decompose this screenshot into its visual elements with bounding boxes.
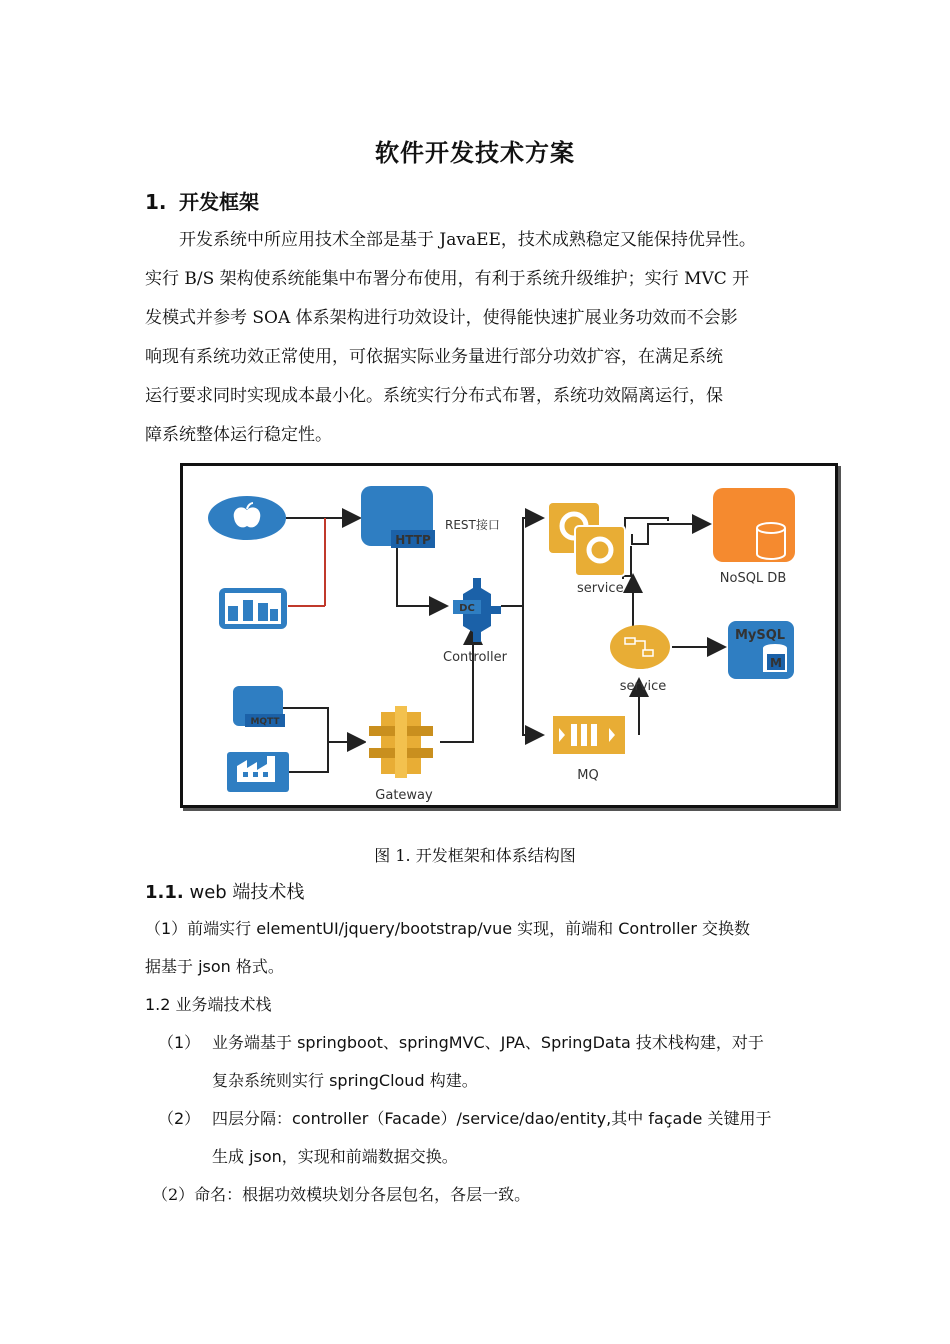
text-line: 据基于 json 格式。 — [145, 957, 284, 976]
list-number: （2） — [158, 1109, 201, 1128]
section-title: web 端技术栈 — [189, 882, 305, 903]
mysql-label: MySQL — [734, 628, 786, 643]
nosql-icon — [713, 488, 795, 562]
text-line: 业务端基于 springboot、springMVC、JPA、SpringData 技术栈构建，对于 — [212, 1033, 764, 1052]
section-heading-1 — [145, 186, 259, 215]
figure-caption: 图 1. 开发框架和体系结构图 — [374, 846, 576, 865]
page-title: 软件开发技术方案 — [375, 139, 575, 167]
section-title: 开发框架 — [179, 190, 259, 214]
web-stack-paragraph — [145, 910, 750, 986]
dc-label: DC — [459, 603, 475, 614]
http-icon — [361, 486, 435, 548]
dashboard-client-icon — [219, 588, 287, 629]
controller-label: Controller — [443, 650, 507, 665]
text-line: 实行 B/S 架构使系统能集中布署分布使用，有利于系统升级维护；实行 MVC 开 — [145, 269, 750, 289]
mq-label: MQ — [577, 768, 599, 783]
factory-chip-icon — [227, 752, 289, 792]
text-line: 复杂系统则实行 springCloud 构建。 — [212, 1071, 478, 1090]
biz-item-2 — [158, 1100, 771, 1176]
apple-client-icon — [208, 496, 286, 540]
text-line: 四层分隔：controller（Facade）/service/dao/entity,其中 façade 关键用于 — [212, 1109, 772, 1128]
section-number: 1. — [145, 190, 167, 214]
mysql-icon — [728, 621, 794, 679]
text-line: 生成 json，实现和前端数据交换。 — [212, 1147, 458, 1166]
architecture-figure — [180, 463, 838, 808]
text-line: 发模式并参考 SOA 体系架构进行功效设计，使得能快速扩展业务功效而不会影 — [145, 308, 738, 328]
gateway-label: Gateway — [375, 788, 433, 803]
mqtt-icon — [233, 686, 285, 727]
list-number: （1） — [158, 1033, 201, 1052]
text-line: 障系统整体运行稳定性。 — [145, 425, 332, 445]
service-mid-label: service — [619, 679, 667, 694]
controller-icon — [453, 578, 501, 642]
section-heading-1-2: 1.2 业务端技术栈 — [145, 995, 272, 1014]
text-line: 开发系统中所应用技术全部是基于 JavaEE，技术成熟稳定又能保持优异性。 — [145, 230, 756, 250]
architecture-diagram — [183, 466, 835, 805]
intro-paragraph — [145, 221, 810, 455]
mq-icon — [553, 716, 625, 754]
mysql-m-label: M — [770, 656, 782, 670]
section-heading-1-1 — [145, 878, 304, 904]
service-top-label: service — [577, 581, 624, 596]
gateway-icon — [366, 706, 436, 778]
text-line: 运行要求同时实现成本最小化。系统实行分布式布署，系统功效隔离运行，保 — [145, 386, 723, 406]
service-top-icon — [549, 503, 625, 576]
biz-item-1 — [158, 1024, 764, 1100]
nosql-label: NoSQL DB — [719, 571, 787, 586]
mqtt-label: MQTT — [250, 717, 280, 727]
service-mid-icon — [610, 625, 670, 669]
naming-line: （2）命名：根据功效模块划分各层包名，各层一致。 — [152, 1185, 531, 1204]
text-line: 响现有系统功效正常使用，可依据实际业务量进行部分功效扩容，在满足系统 — [145, 347, 723, 367]
http-label: HTTP — [395, 533, 431, 547]
text-line: （1）前端实行 elementUI/jquery/bootstrap/vue 实现，前端和 Controller 交换数 — [145, 919, 751, 938]
section-number: 1.1. — [145, 882, 184, 903]
rest-label: REST接口 — [445, 518, 500, 532]
